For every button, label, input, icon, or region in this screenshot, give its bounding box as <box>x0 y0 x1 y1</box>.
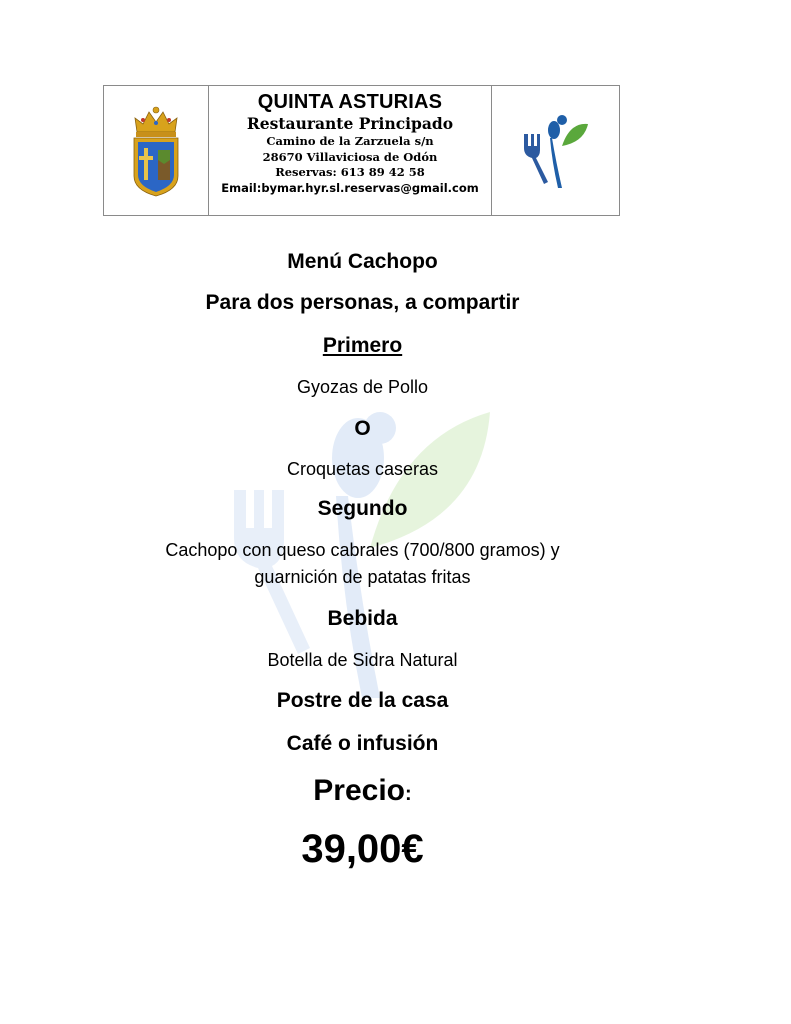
drink-item: Botella de Sidra Natural <box>267 650 458 670</box>
second-course-line-1: Cachopo con queso cabrales (700/800 gramos) y <box>165 540 560 560</box>
first-course-option-1: Gyozas de Pollo <box>296 377 429 397</box>
first-course-option-2: Croquetas caseras <box>286 459 439 479</box>
email-address: Email:bymar.hyr.sl.reservas@gmail.com <box>221 180 479 195</box>
drink-heading: Bebida <box>327 607 398 630</box>
dessert-item: Postre de la casa <box>276 689 449 712</box>
or-separator: O <box>354 417 371 440</box>
second-course-line-2: guarnición de patatas fritas <box>254 567 471 587</box>
letterhead-table <box>103 85 620 216</box>
price-value: 39,00€ <box>301 827 424 871</box>
letterhead-info <box>209 86 491 215</box>
second-course-heading: Segundo <box>317 497 408 520</box>
restaurant-subtitle: Restaurante Principado <box>246 114 454 133</box>
price-label-colon: : <box>405 783 412 805</box>
asturias-coat-of-arms-icon <box>131 106 181 198</box>
letterhead-left-cell <box>104 86 209 215</box>
cutlery-leaf-logo-icon <box>522 112 592 190</box>
menu-subtitle: Para dos personas, a compartir <box>205 291 520 314</box>
coffee-item: Café o infusión <box>286 732 439 755</box>
reservations-phone: Reservas: 613 89 42 58 <box>275 165 425 179</box>
letterhead-right-cell <box>491 86 620 215</box>
menu-title: Menú Cachopo <box>287 250 438 273</box>
address-line-2: 28670 Villaviciosa de Odón <box>262 149 438 164</box>
price-label-row <box>0 774 725 808</box>
address-line-1: Camino de la Zarzuela s/n <box>266 134 434 148</box>
first-course-heading: Primero <box>322 334 403 357</box>
restaurant-name: QUINTA ASTURIAS <box>257 91 443 113</box>
price-label: Precio <box>313 774 406 807</box>
